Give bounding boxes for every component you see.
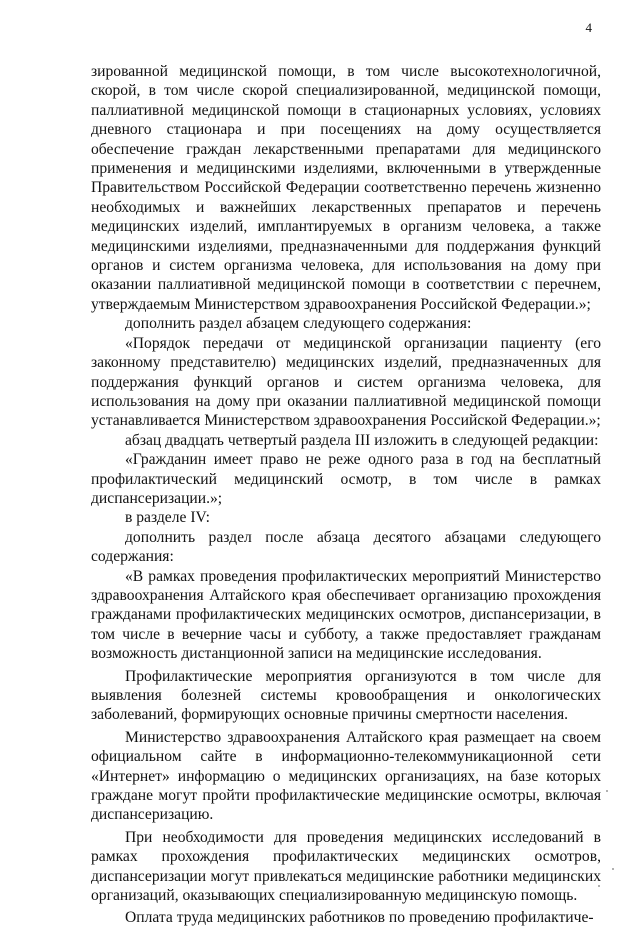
paragraph-continuation: зированной медицинской помощи, в том числе высокотехнологичной, скорой, в том числе скорой специализированной, медицинской помощи, паллиативной медицинской помощи в стационарных условиях, условиях дневного стационара и при посещениях на дому осуществляется обеспечение граждан лекарственными препаратами для медицинского применения и медицинскими изделиями, включенными в утвержденные Правительством Российской Федерации соответственно перечень жизненно необходимых и важнейших лекарственных препаратов и перечень медицинских изделий, имплантируемых в организм человека, а также медицинскими изделиями, предназначенными для поддержания функций органов и систем организма человека, для использования на дому при оказании паллиативной медицинской помощи в соответствии с перечнем, утверждаемым Министерством здравоохранения Российской Федерации.»; (91, 63, 601, 313)
paragraph-payment: Оплата труда медицинских работников по проведению профилактиче- (125, 909, 594, 927)
scan-speck (598, 885, 600, 887)
paragraph-website-info: Министерство здравоохранения Алтайского края размещает на своем официальном сайте в информационно-телекоммуникационной сети «Интернет» информацию о медицинских организациях, на базе которых граждане могут пройти профилактические медицинские осмотры, включая диспансеризацию. (91, 728, 601, 824)
page-number: 4 (585, 20, 592, 35)
scan-speck (612, 868, 614, 870)
document-body (91, 62, 601, 928)
paragraph-quoted-order: «Порядок передачи от медицинской организации пациенту (его законному представителю) медицинских изделий, предназначенных для поддержания функций органов и систем организма человека, для использования на дому при оказании паллиативной медицинской помощи устанавливается Министерством здравоохранения Российской Федерации.»; (91, 334, 601, 430)
paragraph-prevention-goals: Профилактические мероприятия организуются в том числе для выявления болезней системы кровообращения и онкологических заболеваний, формирующих основные причины смертности населения. (91, 667, 601, 724)
scan-speck (606, 790, 608, 792)
paragraph-quoted-checkup: «Гражданин имеет право не реже одного раза в год на бесплатный профилактический медицинский осмотр, в том числе в рамках диспансеризации.»; (91, 451, 601, 507)
paragraph-section-ref: в разделе IV: (125, 509, 210, 527)
paragraph-specialists: При необходимости для проведения медицинских исследований в рамках прохождения профилактических медицинских осмотров, диспансеризации могут привлекаться медицинские работники медицинских организаций, оказывающих специализированную медицинскую помощь. (91, 828, 601, 905)
paragraph-quoted-prevention: «В рамках проведения профилактических мероприятий Министерство здравоохранения Алтайского края обеспечивает организацию прохождения гражданами профилактических медицинских осмотров, диспансеризации, в том числе в вечерние часы и субботу, а также предоставляет гражданам возможность дистанционной записи на медицинские исследования. (91, 567, 601, 663)
paragraph-instruction: дополнить раздел абзацем следующего содержания: (125, 315, 472, 333)
paragraph-instruction: дополнить раздел после абзаца десятого абзацами следующего содержания: (91, 528, 601, 566)
paragraph-instruction: абзац двадцать четвертый раздела III изложить в следующей редакции: (125, 431, 599, 449)
